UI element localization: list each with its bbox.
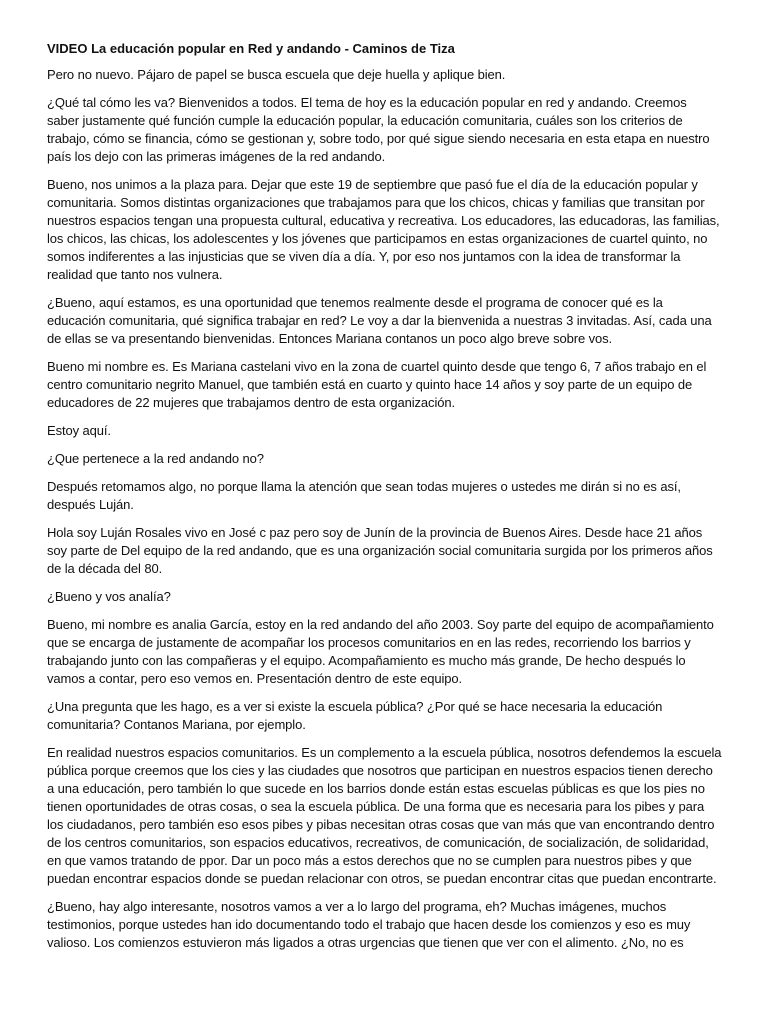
paragraph: ¿Una pregunta que les hago, es a ver si existe la escuela pública? ¿Por qué se hace necesaria la educación comunitaria? Contanos Mariana, por ejemplo. [47,699,663,732]
paragraph: ¿Que pertenece a la red andando no? [47,451,264,466]
paragraph: ¿Qué tal cómo les va? Bienvenidos a todos. El tema de hoy es la educación popular en red y andando. Creemos saber justamente qué función cumple la educación popular, la educación comunitaria, cuáles son los criterios de trabajo, cómo se financia, cómo se gestionan y, sobre todo, por qué sigue siendo necesaria en esta etapa en nuestro país los dejo con las primeras imágenes de la red andando. [47,95,710,164]
paragraph: ¿Bueno y vos analía? [47,589,171,604]
paragraph: En realidad nuestros espacios comunitarios. Es un complemento a la escuela pública, nosotros defendemos la escuela pública porque creemos que los cies y las ciudades que nosotros que participan en nuestros espacios tienen derecho a una educación, pero también lo que sucede en los barrios donde están estas escuelas públicas es que los pies no tienen oportunidades de otras cosas, o sea la escuela pública. De una forma que es necesaria para los pibes y para los ciudadanos, pero también eso esos pibes y pibas necesitan otras cosas que van más que van encontrando dentro de los centros comunitarios, son espacios educativos, recreativos, de comunicación, de socialización, de solidaridad, en que vamos tratando de ppor. Dar un poco más a estos derechos que no se cumplen para nuestros pibes y que puedan encontrar espacios donde se puedan relacionar con otros, se puedan encontrar citas que puedan encontrarte. [47,745,722,886]
paragraph: ¿Bueno, aquí estamos, es una oportunidad que tenemos realmente desde el programa de conocer qué es la educación comunitaria, qué significa trabajar en red? Le voy a dar la bienvenida a nuestras 3 invitadas. Así, cada una de ellas se va presentando bienvenidas. Entonces Mariana contanos un poco algo breve sobre vos. [47,295,712,346]
paragraph: Bueno, mi nombre es analia García, estoy en la red andando del año 2003. Soy parte del equipo de acompañamiento que se encarga de justamente de acompañar los procesos comunitarios en en las redes, recorriendo los barrios y trabajando junto con las compañeras y el equipo. Acompañamiento es mucho más grande, De hecho después lo vamos a contar, pero eso vemos en. Presentación dentro de este equipo. [47,617,714,686]
document-page [47,40,722,962]
paragraph: Pero no nuevo. Pájaro de papel se busca escuela que deje huella y aplique bien. [47,67,506,82]
paragraph: ¿Bueno, hay algo interesante, nosotros vamos a ver a lo largo del programa, eh? Muchas imágenes, muchos testimonios, porque ustedes han ido documentando todo el trabajo que hacen desde los comienzos y eso es muy valioso. Los comienzos estuvieron más ligados a otras urgencias que tienen que ver con el alimento. ¿No, no es [47,899,691,950]
paragraph: Bueno, nos unimos a la plaza para. Dejar que este 19 de septiembre que pasó fue el día de la educación popular y comunitaria. Somos distintas organizaciones que trabajamos para que los chicos, chicas y familias que transitan por nuestros espacios tengan una propuesta cultural, educativa y recreativa. Los educadores, las educadoras, las familias, los chicos, las chicas, los adolescentes y los jóvenes que participamos en estas organizaciones de cuartel quinto, no somos indiferentes a las injusticias que se viven día a día. Y, por eso nos juntamos con la idea de transformar la realidad que tanto nos vulnera. [47,177,720,282]
document-title: VIDEO La educación popular en Red y andando - Caminos de Tiza [47,41,455,56]
paragraph: Después retomamos algo, no porque llama la atención que sean todas mujeres o ustedes me dirán si no es así, después Luján. [47,479,681,512]
paragraph: Estoy aquí. [47,423,111,438]
paragraph: Hola soy Luján Rosales vivo en José c paz pero soy de Junín de la provincia de Buenos Aires. Desde hace 21 años soy parte de Del equipo de la red andando, que es una organización social comunitaria surgida por los primeros años de la década del 80. [47,525,713,576]
paragraph: Bueno mi nombre es. Es Mariana castelani vivo en la zona de cuartel quinto desde que tengo 6, 7 años trabajo en el centro comunitario negrito Manuel, que también está en cuarto y quinto hace 14 años y soy parte de un equipo de educadores de 22 mujeres que trabajamos dentro de esta organización. [47,359,707,410]
